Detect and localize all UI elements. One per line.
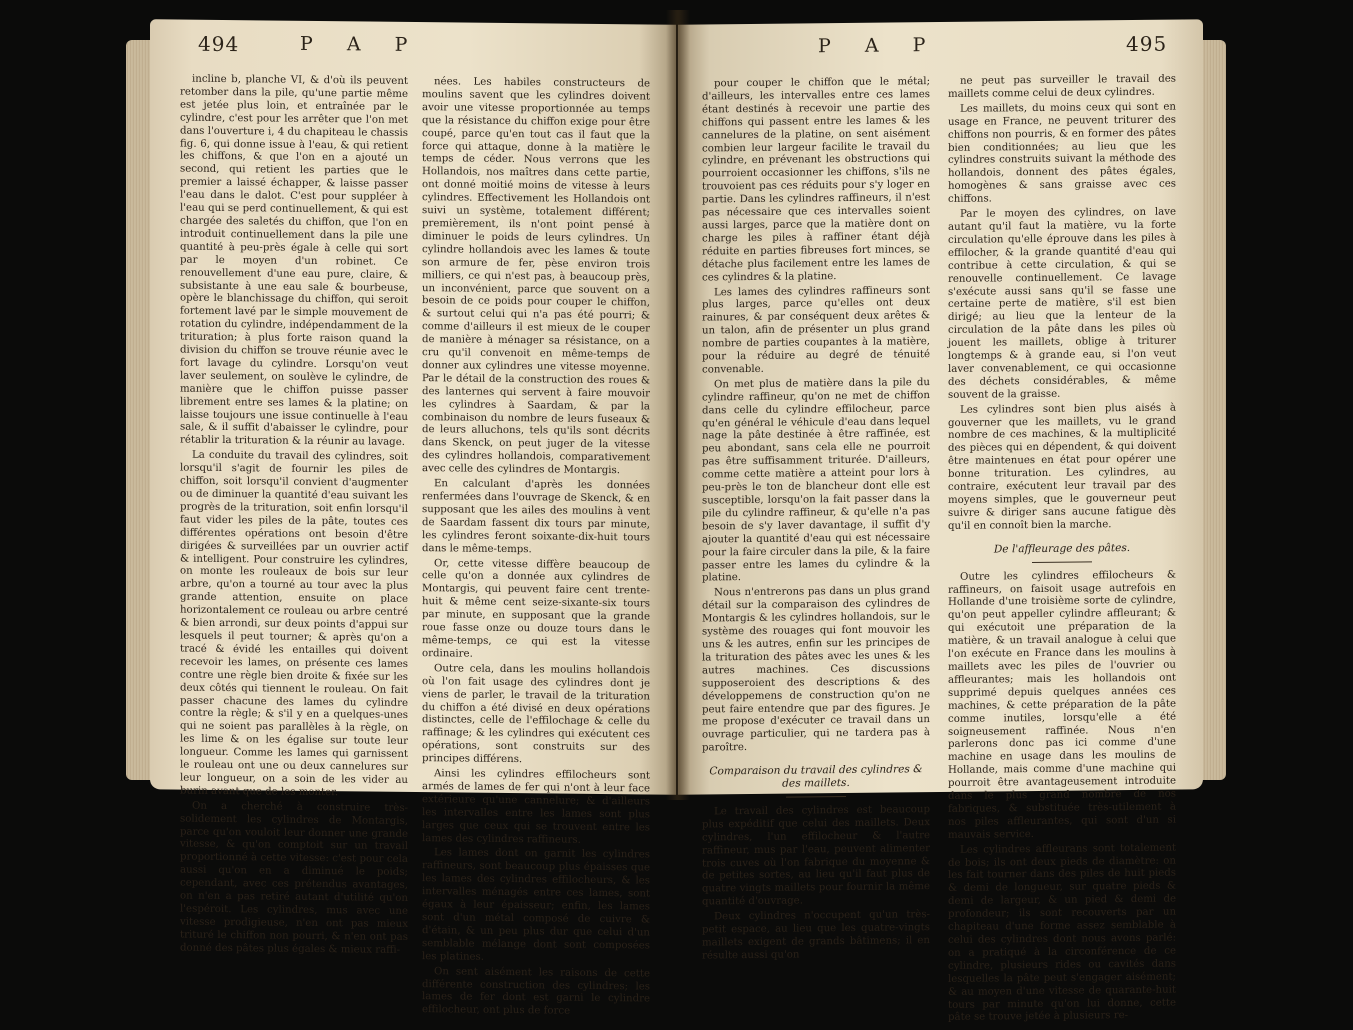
section-heading-text: De l'affleurage des pâtes. xyxy=(993,541,1131,556)
paragraph: Les lames des cylindres raffineurs sont plus larges, parce qu'elles ont deux rainures, & par conséquent deux arêtes & un talon, afin de présenter un plus grand nombre de parties coupantes à la matière, pour la réduire au degré de ténuité convenable. xyxy=(702,284,930,376)
paragraph: On met plus de matière dans la pile du cylindre raffineur, qu'on ne met de chiffon dans celle du cylindre effilocheur, parce qu'en général le véhicule d'eau dans lequel nage la pâte destinée à être raffinée, est peu abondant, sans cela elle ne pourroit pas être suffisamment triturée. D'ailleurs, comme cette matière a atteint pour lors à peu-près le ton de blancheur dont elle est susceptible, lorsqu'on la fait passer dans la pile du cylindre raffineur, & qu'elle n'a pas besoin de s'y laver davantage, il suffit d'y ajouter la quantité d'eau qui est nécessaire pour la faire circuler dans la pile, & la faire passer entre les lames du cylindre & la platine. xyxy=(702,376,930,584)
paragraph: Les cylindres sont bien plus aisés à gouverner que les maillets, vu le grand nombre de ces machines, & la multiplicité des pièces qui en dépendent, & qui doivent être maintenues en état pour opérer une bonne trituration. Les cylindres, au contraire, exécutent leur travail par des moyens simples, que le gouverneur peut suivre & diriger sans aucune fatigue dès qu'il en connoît bien la marche. xyxy=(948,402,1176,532)
paragraph: Or, cette vitesse diffère beaucoup de celle qu'on a donnée aux cylindres de Montargis, qui peuvent faire cent trente-huit & même cent seize-sixante-six tours par minute, en supposant que la grande roue fasse onze ou douze tours dans le même-temps, ce qui est la vitesse ordinaire. xyxy=(422,557,650,660)
paragraph: La conduite du travail des cylindres, soit lorsqu'il s'agit de fournir les piles de chiffon, soit lorsqu'il convient d'augmenter ou de diminuer la quantité d'eau suivant les progrès de la trituration, soit enfin lorsqu'il faut vider les piles de la pâte, toutes ces différentes opérations ont besoin d'être dirigées & surveillées par un ouvrier actif & intelligent. Pour construire les cylindres, on monte les rouleaux de bois sur leur arbre, qu'on a tourné au tour avec la plus grande attention, ensuite on place horizontalement ce rouleau ou arbre centré & bien arrondi, sur deux points d'appui sur lesquels il peut tourner; & après qu'on a tracé & évidé les entailles qui doivent recevoir les lames, on présente ces lames contre une règle bien droite & fixée sur les deux côtés qui tiennent le rouleau. On fait passer chacune des lames du cylindre contre la règle; & s'il y en a quelques-unes qui ne soient pas parallèles à la règle, on les lime & on les égalise sur toute leur longueur. Comme les lames qui garnissent le rouleau ont une ou deux cannelures sur leur longueur, on a soin de les vider au burin avant que de les monter. xyxy=(180,449,408,799)
paragraph: incline b, planche VI, & d'où ils peuvent retomber dans la pile, qu'une partie même est jetée plus loin, et entraînée par le cylindre, c'est pour les arrêter que l'on met dans l'ouverture i, 4 du chapiteau le chassis fig. 6, qui donne issue à l'eau, & qui retient les chiffons, & que l'on en a ajouté un second, qui retient les parties que le premier a laissé échapper, & laisse passer l'eau dans le dalot. C'est pour suppléer à l'eau qui se perd continuellement, & qui est chargée des saletés du chiffon, que l'on en introduit continuellement dans la pile une quantité à peu-près égale à celle qui sort par le moyen d'un robinet. Ce renouvellement d'une eau pure, claire, & subsistante à une eau sale & bourbeuse, opère le blanchissage du chiffon, qui seroit fortement lavé par le simple mouvement de rotation du cylindre, indépendamment de la trituration; à plus forte raison quand la division du chiffon se trouve réunie avec le fort lavage du cylindre. Lorsqu'on veut laver seulement, on soulève le cylindre, de manière que le chiffon puisse passer librement entre ses lames & la platine; on laisse toujours une issue continuelle à l'eau sale, & il suffit d'abaisser le cylindre, pour rétablir la trituration & la réunir au lavage. xyxy=(180,73,408,449)
heading-rule xyxy=(1032,561,1092,563)
right-column-1 xyxy=(702,76,930,965)
right-running-head xyxy=(678,29,1203,64)
left-page xyxy=(150,19,676,1017)
left-running-head xyxy=(150,29,676,65)
right-page xyxy=(678,19,1203,1024)
left-column-1 xyxy=(180,74,408,960)
left-column-2 xyxy=(422,76,650,1022)
paragraph: Outre les cylindres effilocheurs & raffineurs, on faisoit usage autrefois en Hollande d'une troisième sorte de cylindre, qu'on peut appeller cylindre affleurant; & qui exécutoit une préparation de la matière, & un travail analogue à celui que l'on exécute en France dans les moulins à maillets avec les piles de l'ouvrier ou affleurantes; mais les hollandois ont supprimé depuis quelques années ces machines, & cette préparation de la pâte comme inutiles, lorsqu'elle a été soigneusement raffinée. Nous n'en parlerons donc pas ici comme d'une machine en usage dans les moulins de Hollande, mais comme d'une machine qui pourroit être avantageusement introduite dans le plus grand nombre de nos fabriques, & substituée très-utilement à nos piles affleurantes, qui sont d'un si mauvais service. xyxy=(948,569,1176,841)
paragraph: Ainsi les cylindres effilocheurs sont armés de lames de fer qui n'ont à leur face extérieure qu'une cannelure; & d'ailleurs les intervalles entre les lames sont plus larges que ceux qui se trouvent entre les lames des cylindres raffineurs. xyxy=(422,768,650,846)
right-page-edges xyxy=(1200,40,1226,780)
paragraph: pour couper le chiffon que le métal; d'ailleurs, les intervalles entre ces lames étant destinés à recevoir une partie des chiffons qui passent entre les lames & les cannelures de la platine, on sent aisément combien leur largeur facilite le travail du cylindre, en prévenant les obstructions qui pourroient occasionner les chiffons, s'ils ne trouvoient pas ces réduits pour s'y loger en partie. Dans les cylindres raffineurs, il n'est pas nécessaire que ces intervalles soient aussi larges, parce que la matière dont on charge les piles à raffiner étant déjà réduite en parties fibreuses fort minces, se détache plus facilement entre les lames de ces cylindres & la platine. xyxy=(702,76,930,284)
heading-rule xyxy=(786,796,846,798)
paragraph: nées. Les habiles constructeurs de moulins savent que les cylindres doivent avoir une vitesse proportionnée au temps que la résistance du chiffon exige pour être coupé, parce qu'en tout cas il faut que la force qui attaque, donne à la matière le temps de céder. Nous verrons que les Hollandois, nos maîtres dans cette partie, ont donné moitié moins de vitesse à leurs cylindres. Effectivement les Hollandois ont suivi un système, totalement différent; premièrement, ils n'ont point pensé à diminuer le poids de leurs cylindres. Un cylindre hollandois avec les lames & toute son armure de fer, pèse environ trois milliers, ce qui n'est pas, à beaucoup près, un inconvénient, parce que souvent on a besoin de ce poids pour couper le chiffon, & surtout celui qui n'a pas été pourri; & comme d'ailleurs il est mieux de le couper de manière à ménager sa résistance, on a cru qu'il convenoit en même-temps de donner aux cylindres une vitesse moyenne. Par le détail de la construction des roues & des lanternes qui servent à faire mouvoir les cylindres à Saardam, & par la combinaison du nombre de leurs fuseaux & de leurs alluchons, tels qu'ils sont décrits dans Skenck, on peut juger de la vitesse des cylindres hollandois, comparativement avec celle des cylindres de Montargis. xyxy=(422,76,650,477)
paragraph: On sent aisément les raisons de cette différente construction des cylindres; les lames de fer dont est garni le cylindre effilocheur, ont plus de force xyxy=(422,965,650,1017)
paragraph: Par le moyen des cylindres, on lave autant qu'il faut la matière, vu la forte circulation qu'elle éprouve dans les piles à effilocher, & la grande quantité d'eau qui contribue à cette circulation, & qui se renouvelle continuellement. Ce lavage s'exécute aussi sans qu'il se fasse une certaine perte de matière, s'il est bien dirigé; au lieu que la lenteur de la circulation de la pâte dans les piles où jouent les maillets, oblige à triturer longtemps & à grande eau, si l'on veut laver convenablement, ce qui occasionne des déchets considérables, & même souvent de la graisse. xyxy=(948,206,1176,401)
section-heading xyxy=(702,763,930,798)
paragraph: On a cherché à construire très-solidement les cylindres de Montargis, parce qu'on vouloit leur donner une grande vitesse, & qu'on comptoit sur un travail proportionné à cette vitesse: c'est pour cela aussi qu'on en a diminué le poids; cependant, avec ces prétendus avantages, on n'en a pas retiré autant d'utilité qu'on l'espéroit. Les cylindres, mus avec une vitesse prodigieuse, n'en ont pas mieux trituré le chiffon non pourri, & n'en ont pas donné des pâtes plus égales & mieux raffi- xyxy=(180,800,408,956)
left-running-title: P A P xyxy=(300,32,422,57)
section-heading-text: Comparaison du travail des cylindres & des maillets. xyxy=(709,763,923,790)
left-page-edges xyxy=(126,40,152,780)
paragraph: Outre cela, dans les moulins hollandois où l'on fait usage des cylindres dont je viens de parler, le travail de la trituration du chiffon a été divisé en deux opérations distinctes, celle de l'effilochage & celle du raffinage; & les cylindres qui exécutent ces opérations, sont construits sur des principes différens. xyxy=(422,663,650,766)
section-heading xyxy=(948,541,1176,563)
right-running-title: P A P xyxy=(818,34,940,58)
right-page-number: 495 xyxy=(1126,31,1168,57)
book-gutter xyxy=(666,10,690,800)
paragraph: Nous n'entrerons pas dans un plus grand détail sur la comparaison des cylindres de Montargis & les cylindres hollandois, sur le système des rouages qui font mouvoir les uns & les autres, enfin sur les principes de la trituration des pâtes avec les unes & les autres machines. Ces discussions supposeroient des descriptions & des développemens de construction qu'on ne peut faire entendre que par des figures. Je me propose d'exécuter ce travail dans un ouvrage particulier, qui ne tardera pas à paroître. xyxy=(702,585,930,754)
paragraph: Les cylindres affleurans sont totalement de bois; ils ont deux pieds de diamètre: on les fait tourner dans des piles de huit pieds & demi de longueur, sur quatre pieds & demi de largeur, & un pied & demi de profondeur; ils sont recouverts par un chapiteau d'une forme assez semblable à celui des cylindres dont nous avons parlé: on a pratiqué à la circonférence de ce cylindre, plusieurs rides ou cavités dans lesquelles la pâte peut s'engager aisément; & au moyen d'une vitesse de quarante-huit tours par minute qu'on lui donne, cette pâte se trouve jetée à plusieurs re- xyxy=(948,842,1176,1024)
paragraph: Le travail des cylindres est beaucoup plus expéditif que celui des maillets. Deux cylindres, l'un effilocheur & l'autre raffineur, mus par l'eau, peuvent alimenter trois cuves où l'on fabrique du moyenne & de petites sortes, au lieu qu'il faut plus de quatre vingts maillets pour fournir la même quantité d'ouvrage. xyxy=(702,804,930,908)
paragraph: Les maillets, du moins ceux qui sont en usage en France, ne peuvent triturer des chiffons non pourris, & en former des pâtes bien conditionnées; au lieu que les cylindres construits suivant la méthode des hollandois, donnent des pâtes égales, homogènes & sans graisse avec ces chiffons. xyxy=(948,101,1176,206)
right-column-2 xyxy=(948,74,1176,1028)
paragraph: Deux cylindres n'occupent qu'un très-petit espace, au lieu que les quatre-vingts maillets exigent de grands bâtimens; il en résulte aussi qu'on xyxy=(702,909,930,962)
paragraph: En calculant d'après les données renfermées dans l'ouvrage de Skenck, & en supposant que les ailes des moulins à vent de Saardam fassent dix tours par minute, les cylindres feront soixante-dix-huit tours dans le même-temps. xyxy=(422,478,650,555)
left-page-number: 494 xyxy=(198,31,240,57)
paragraph: Les lames dont on garnit les cylindres raffineurs, sont beaucoup plus épaisses que les lames des cylindres effilocheurs, & les intervalles ménagés entre ces lames, sont égaux à leur épaisseur; enfin, les lames sont d'un métal composé de cuivre & d'étain, & un peu plus dur que celui d'un semblable mélange dont sont composées les platines. xyxy=(422,847,650,963)
paragraph: ne peut pas surveiller le travail des maillets comme celui de deux cylindres. xyxy=(948,73,1176,100)
